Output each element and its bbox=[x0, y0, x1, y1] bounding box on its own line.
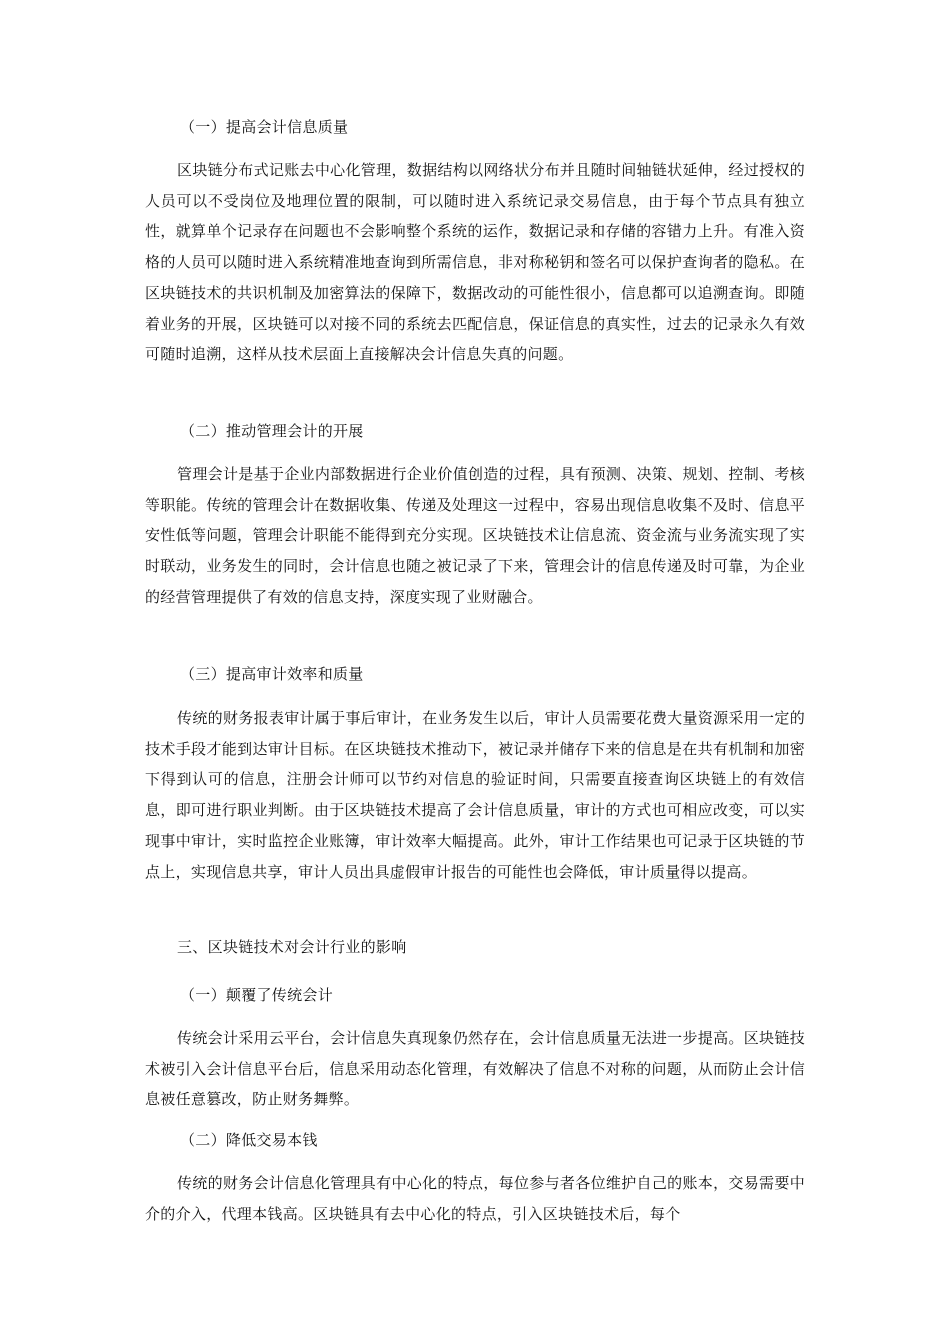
section-heading-2: （二）推动管理会计的开展 bbox=[180, 422, 364, 440]
section-heading-6: （二）降低交易本钱 bbox=[180, 1131, 318, 1149]
paragraph-3: 传统的财务报表审计属于事后审计，在业务发生以后，审计人员需要花费大量资源采用一定的技术手段才能到达审计目标。在区块链技术推动下，被记录并储存下来的信息是在共有机制和加密下得到认可的信息，注册会计师可以节约对信息的验证时间，只需要直接查询区块链上的有效信息，即可进行职业判断。由于区块链技术提高了会计信息质量，审计的方式也可相应改变，可以实现事中审计，实时监控企业账簿，审计效率大幅提高。此外，审计工作结果也可记录于区块链的节点上，实现信息共享，审计人员出具虚假审计报告的可能性也会降低，审计质量得以提高。 bbox=[145, 709, 805, 881]
paragraph-2: 管理会计是基于企业内部数据进行企业价值创造的过程，具有预测、决策、规划、控制、考核等职能。传统的管理会计在数据收集、传递及处理这一过程中，容易出现信息收集不及时、信息平安性低等问题，管理会计职能不能得到充分实现。区块链技术让信息流、资金流与业务流实现了实时联动，业务发生的同时，会计信息也随之被记录了下来，管理会计的信息传递及时可靠，为企业的经营管理提供了有效的信息支持，深度实现了业财融合。 bbox=[145, 465, 805, 606]
paragraph-1: 区块链分布式记账去中心化管理，数据结构以网络状分布并且随时间轴链状延伸，经过授权的人员可以不受岗位及地理位置的限制，可以随时进入系统记录交易信息，由于每个节点具有独立性，就算单个记录存在问题也不会影响整个系统的运作，数据记录和存储的容错力上升。有准入资格的人员可以随时进入系统精准地查询到所需信息，非对称秘钥和签名可以保护查询者的隐私。在区块链技术的共识机制及加密算法的保障下，数据改动的可能性很小，信息都可以追溯查询。即随着业务的开展，区块链可以对接不同的系统去匹配信息，保证信息的真实性，过去的记录永久有效可随时追溯，这样从技术层面上直接解决会计信息失真的问题。 bbox=[145, 161, 805, 364]
paragraph-6: 传统的财务会计信息化管理具有中心化的特点，每位参与者各位维护自己的账本，交易需要中介的介入，代理本钱高。区块链具有去中心化的特点，引入区块链技术后，每个 bbox=[145, 1174, 805, 1223]
section-heading-1: （一）提高会计信息质量 bbox=[180, 118, 349, 136]
section-heading-3: （三）提高审计效率和质量 bbox=[180, 665, 364, 683]
chapter-heading: 三、区块链技术对会计行业的影响 bbox=[177, 938, 407, 956]
section-heading-5: （一）颠覆了传统会计 bbox=[180, 986, 334, 1004]
paragraph-5: 传统会计采用云平台，会计信息失真现象仍然存在，会计信息质量无法进一步提高。区块链技术被引入会计信息平台后，信息采用动态化管理，有效解决了信息不对称的问题，从而防止会计信息被任意篡改，防止财务舞弊。 bbox=[145, 1029, 805, 1109]
